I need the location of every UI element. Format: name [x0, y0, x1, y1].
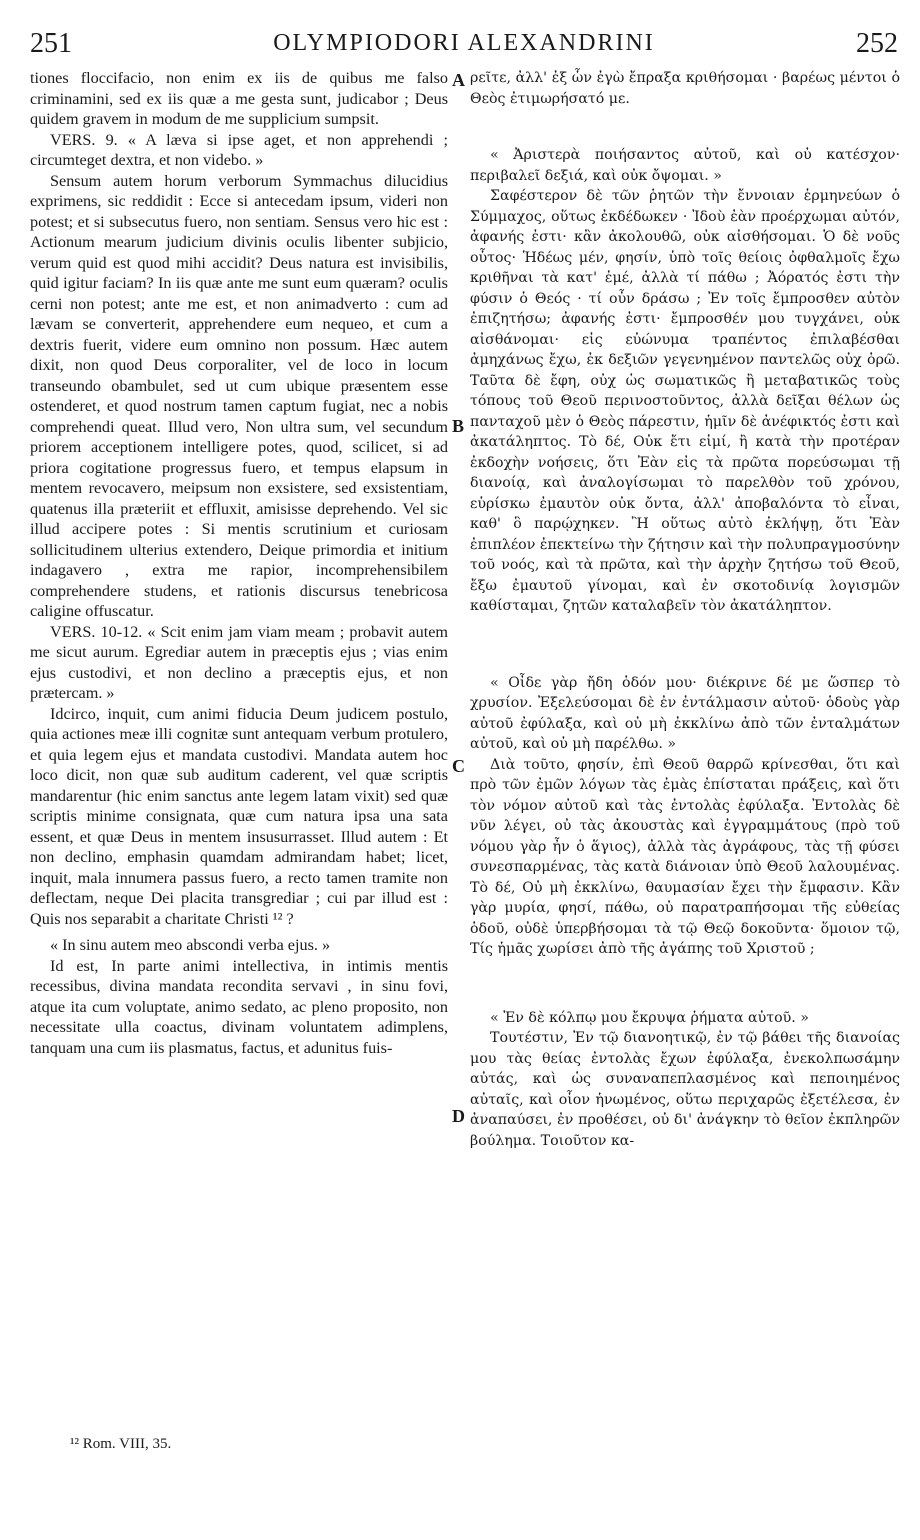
latin-column — [30, 68, 448, 1058]
latin-paragraph: tiones floccifacio, non enim ex iis de quibus me falso criminamini, sed ex iis quæ a me gesta sunt, judicabor ; Deus quidem gravem in modum de me supplicium sumpsit. — [30, 69, 448, 128]
footnote: ¹² Rom. VIII, 35. — [70, 1436, 172, 1452]
page-number-left: 251 — [30, 28, 72, 59]
page-number-right: 252 — [856, 28, 898, 59]
greek-paragraph: Τουτέστιν, Ἐν τῷ διανοητικῷ, ἐν τῷ βάθει τῆς διανοίας μου τὰς θείας ἐντολὰς ἔχων ἐφύλαξα, ἐνεκολπωσάμην αὐτάς, καὶ ὡς συναναπεπλασμένος καὶ πεποιημένος αὐταῖς, καὶ οἷον ἡνωμένος, οὕτω περιχαρῶς ἐξετέλεσα, ἐν ἀναπαύσει, ἐν προθέσει, οὐ δι' ἀνάγκην τὸ θεῖον ἐκπληρῶν βούλημα. Τοιοῦτον κα- — [470, 1030, 900, 1149]
greek-paragraph: ρεῖτε, ἀλλ' ἐξ ὧν ἐγὼ ἔπραξα κριθήσομαι · βαρέως μέντοι ὁ Θεὸς ἐτιμωρήσατό με. — [470, 70, 900, 107]
greek-verse-lemma: « Ἀριστερὰ ποιήσαντος αὐτοῦ, καὶ οὐ κατέσχον· περιβαλεῖ δεξιά, καὶ οὐκ ὄψομαι. » — [470, 147, 900, 184]
margin-letter-d: D — [452, 1106, 465, 1126]
running-header — [30, 28, 898, 64]
running-title: OLYMPIODORI ALEXANDRINI — [273, 30, 655, 56]
latin-verse-lemma: VERS. 10-12. « Scit enim jam viam meam ; probavit autem me sicut aurum. Egrediar autem in præceptis ejus ; vias enim ejus custodivi, et non declino a præceptis ejus, et non prætercam. » — [30, 622, 448, 702]
latin-verse-lemma: VERS. 9. « A læva si ipse aget, et non apprehendi ; circumteget dextra, et non videbo. » — [30, 130, 448, 169]
latin-paragraph: Sensum autem horum verborum Symmachus dilucidius exprimens, sic reddidit : Ecce si antecedam ipsum, videri non potest; et si subsecutus fuero, non sentiam. Sensus vero hic est : Actionum mearum judicium divinis oculis libenter subjicio, verum quid est quod mihi accidit? Deus natura est invisibilis, quid igitur faciam? In iis quæ ante me sunt eum quæram? oculis cerni non potest; ante me est, et non animadverto : cum ad lævam se converterit, apprehendere eum nequeo, et cum a dextris fuerit, videre eum omnino non possum. Hæc autem dixit, non quod Deus corporaliter, vel de loco in locum transeundo obambulet, sed ut cum ubique præsentem esse ostenderet, et quod nostrum tamen captum fugiat, nec a nobis comprehendi queat. Illud vero, Non ultra sum, vel secundum priorem acceptionem intelligere potes, quod, scilicet, si ad priora cogitatione progressus fuero, et tempus elapsum in mentem revocavero, meipsum non exsistere, sed exsistentiam, quatenus illa præteriit et effluxit, amisisse deprehendo. Vel sic illud accipere potes : Si mentis scrutinium et curiosam sollicitudinem ulterius extendero, Deique primordia et initium indagavero , extra me rapior, incomprehensibilem comprehendere studens, et rationis discursus tenebricosa caligine offuscatur. — [30, 171, 448, 620]
margin-letter-b: B — [452, 416, 465, 436]
latin-paragraph: Idcirco, inquit, cum animi fiducia Deum judicem postulo, quia actiones meæ illi cognitæ sunt antequam verbum protulero, et quia legem ejus et mandata custodivi. Mandata autem hoc loco dicit, non quæ sub auditum caderent, vel quæ scriptis mandarentur (hic enim sanctus ante legem latam vixit) sed quæ scriptis minime consignata, quæ cum natura ipsa una sata essent, et quæ Deus in mentem insusurrasset. Illud autem : Et non declino, emphasin quamdam admirandam habet; licet, inquit, mala innumera passus fuero, a recto tamen tramite non deflectam, neque Dei placita transgrediar ; cui par illud est : Quis nos separabit a charitate Christi ¹² ? — [30, 704, 448, 928]
margin-letter-c: C — [452, 756, 465, 776]
greek-column — [470, 68, 900, 1151]
margin-letter-a: A — [452, 70, 465, 90]
greek-verse-lemma: « Οἶδε γὰρ ἤδη ὁδόν μου· διέκρινε δέ με ὥσπερ τὸ χρυσίον. Ἐξελεύσομαι δὲ ἐν ἐντάλμασιν αὐτοῦ· ὁδοὺς γὰρ αὐτοῦ ἐφύλαξα, καὶ οὐ μὴ ἐκκλίνω ἀπὸ τῶν ἐνταλμάτων αὐτοῦ, καὶ οὐ μὴ παρέλθω. » — [470, 674, 900, 752]
latin-paragraph: Id est, In parte animi intellectiva, in intimis mentis recessibus, divina mandata recondita servavi , in sinu fovi, atque ita cum voluptate, animo sedato, ac pleno proposito, non necessitate ulla coactus, divinam voluntatem adimplens, tanquam una cum iis plasmatus, factus, et adunitus fuis- — [30, 956, 448, 1057]
greek-paragraph: Σαφέστερον δὲ τῶν ῥητῶν τὴν ἔννοιαν ἑρμηνεύων ὁ Σύμμαχος, οὕτως ἐκδέδωκεν · Ἰδοὺ ἐὰν προέρχωμαι αὐτόν, ἀφανής ἐστι· κἂν ἀκολουθῶ, οὐκ αἰσθήσομαι. Ὁ δὲ νοῦς οὗτος· Ἡδέως μέν, φησίν, ὑπὸ τοῖς θείοις ὀφθαλμοῖς ἔχω κριθῆναι τὰ κατ' ἐμέ, ἀλλὰ τί πάθω ; Ἀόρατός ἐστι τὴν φύσιν ὁ Θεός · τί οὖν δράσω ; Ἐν τοῖς ἔμπροσθεν αὐτὸν ἐπιζητήσω; ἀφανής ἐστι· ἔμπροσθέν μου τυγχάνει, οὐκ αἰσθάνομαι· εἰς εὐώνυμα τραπέντος ἐπιλαβέσθαι ἀμηχάνως ἔχω, ἐκ δεξιῶν γεγενημένον παντελῶς οὐχ ὁρῶ. Ταῦτα δὲ ἔφη, οὐχ ὡς σωματικῶς ἢ μεταβατικῶς τοὺς τόπους τοῦ Θεοῦ περινοστοῦντος, ἀλλὰ δεῖξαι θέλων ὡς πανταχοῦ μὲν ὁ Θεὸς πάρεστιν, ἡμῖν δὲ ἀνέφικτός ἐστι καὶ ἀκατάληπτος. Τὸ δέ, Οὐκ ἔτι εἰμί, ἢ κατὰ τὴν προτέραν ἐκδοχὴν νοήσεις, ὅτι Ἐὰν εἰς τὰ πρῶτα πορεύσωμαι τῇ διανοίᾳ, καὶ ἀναλογίσωμαι τὸ παρελθὸν τοῦ χρόνου, εὑρίσκω ἐμαυτὸν οὐκ ὄντα, ἀλλ' ἀποβαλόντα τὸ εἶναι, καθ' ὃ παρῴχηκεν. Ἢ οὕτως αὐτὸ ἐκλήψῃ, ὅτι Ἐὰν ἐπιπλέον ἐπεκτείνω τὴν ζήτησιν καὶ τὴν πολυπραγμοσύνην τοῦ νοός, καὶ τὰ πρῶτα, καὶ τὴν ἀρχὴν ζητήσω τοῦ Θεοῦ, ἔξω ἐμαυτοῦ γίνομαι, καὶ ἐν σκοτοδινίᾳ λογισμῶν καθίσταμαι, ζητῶν καταλαβεῖν τὸν ἀκατάληπτον. — [470, 188, 900, 614]
greek-paragraph: Διὰ τοῦτο, φησίν, ἐπὶ Θεοῦ θαρρῶ κρίνεσθαι, ὅτι καὶ πρὸ τῶν ἐμῶν λόγων τὰς ἐμὰς ἐπίσταται πράξεις, καὶ ὅτι τὸν νόμον αὐτοῦ καὶ τὰς ἐντολὰς ἐφύλαξα. Ἐντολὰς δὲ νῦν λέγει, οὐ τὰς ἀκουστὰς καὶ ἐγγραμμάτους (πρὸ τοῦ νόμου γὰρ ἦν ὁ ἅγιος), ἀλλὰ τὰς ἀγράφους, τὰς τῇ φύσει συνεσπαρμένας, τὰς κατὰ διάνοιαν ὑπὸ Θεοῦ λαλουμένας. Τὸ δέ, Οὐ μὴ ἐκκλίνω, θαυμασίαν ἔχει τὴν ἔμφασιν. Κἂν γὰρ μυρία, φησί, πάθω, οὐ παρατραπήσομαι τῆς εὐθείας ὁδοῦ, οὐδὲ ὑπερβήσομαι τὰ τῷ Θεῷ δοκοῦντα· ὅμοιον τῷ, Τίς ἡμᾶς χωρίσει ἀπὸ τῆς ἀγάπης τοῦ Χριστοῦ ; — [470, 756, 900, 957]
greek-verse-lemma: « Ἐν δὲ κόλπῳ μου ἔκρυψα ῥήματα αὐτοῦ. » — [490, 1009, 809, 1026]
latin-verse-lemma: « In sinu autem meo abscondi verba ejus. » — [50, 936, 331, 954]
